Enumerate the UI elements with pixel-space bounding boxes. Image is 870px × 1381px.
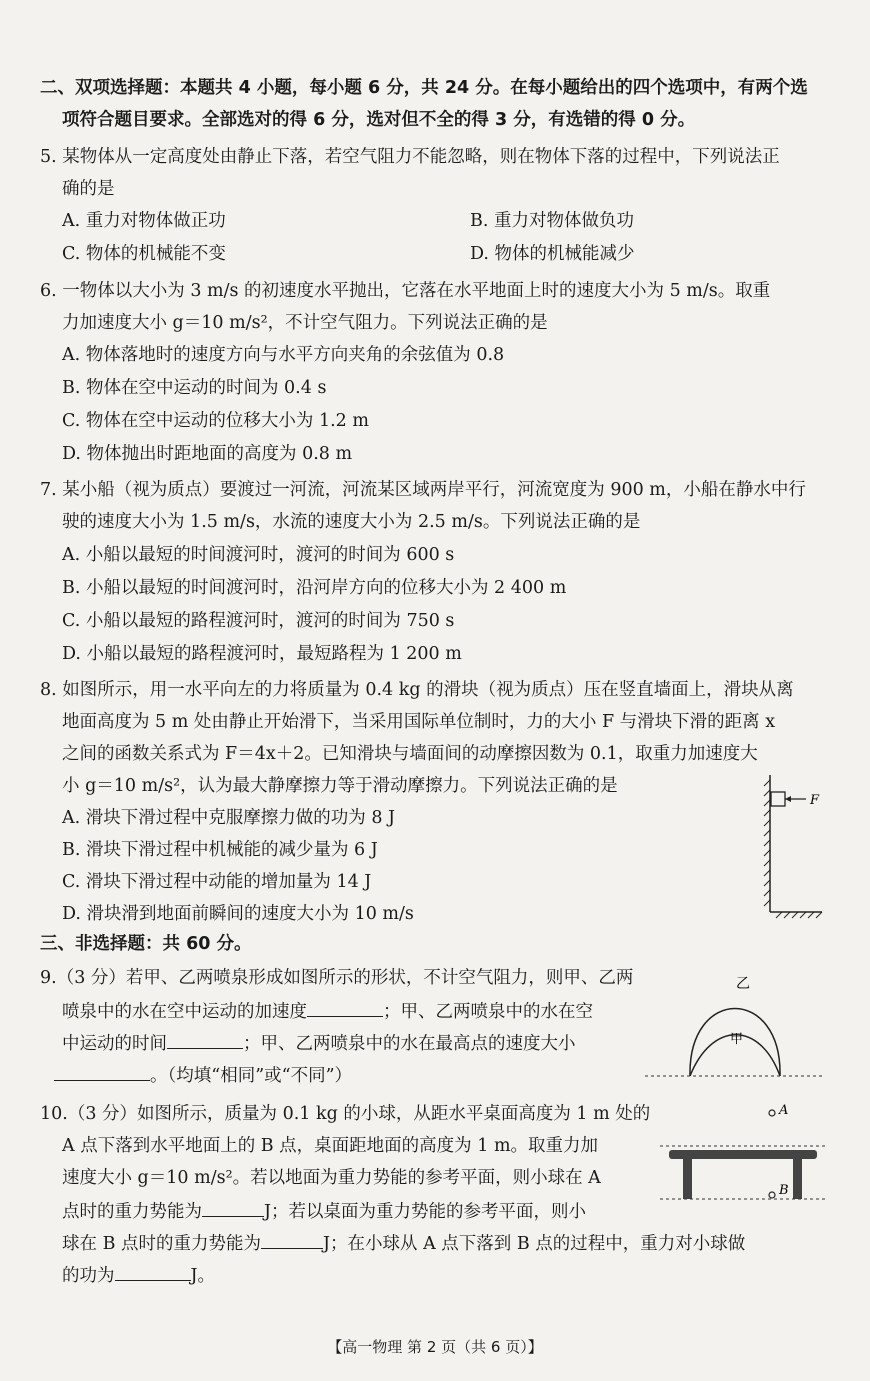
q9-text: 喷泉中的水在空中运动的加速度 xyxy=(62,1002,307,1022)
option-6a: A. 物体落地时的速度方向与水平方向夹角的余弦值为 0.8 xyxy=(62,345,505,365)
question-9-line xyxy=(62,998,593,1024)
question-10-line: A 点下落到水平地面上的 B 点，桌面距地面的高度为 1 m。取重力加 xyxy=(62,1136,599,1156)
option-5d: D. 物体的机械能减少 xyxy=(470,244,635,264)
point-b-label: B xyxy=(779,1183,789,1198)
option-7d: D. 小船以最短的路程渡河时，最短路程为 1 200 m xyxy=(62,644,462,664)
option-5a: A. 重力对物体做正功 xyxy=(62,211,226,231)
option-8c: C. 滑块下滑过程中动能的增加量为 14 J xyxy=(62,872,372,892)
page-footer: 【高一物理 第 2 页（共 6 页）】 xyxy=(327,1338,543,1356)
fountain-jia-label: 甲 xyxy=(730,1032,744,1047)
wall-block-figure xyxy=(760,770,840,920)
fountain-figure xyxy=(640,966,825,1081)
point-a-label: A xyxy=(779,1103,789,1118)
section-heading: 三、非选择题：共 60 分。 xyxy=(40,934,252,954)
answer-blank[interactable] xyxy=(54,1062,150,1081)
answer-blank[interactable] xyxy=(115,1262,191,1281)
question-10-line: 10.（3 分）如图所示，质量为 0.1 kg 的小球，从距水平桌面高度为 1 m 处的 xyxy=(40,1104,651,1124)
ball-b xyxy=(769,1192,775,1198)
option-5b: B. 重力对物体做负功 xyxy=(470,211,634,231)
question-9-line: 9.（3 分）若甲、乙两喷泉形成如图所示的形状，不计空气阻力，则甲、乙两 xyxy=(40,968,634,988)
answer-blank[interactable] xyxy=(167,1030,243,1049)
question-8-stem: 8. 如图所示，用一水平向左的力将质量为 0.4 kg 的滑块（视为质点）压在竖直墙面上，滑块从离 xyxy=(40,680,794,700)
q10-text: 点时的重力势能为 xyxy=(62,1202,202,1222)
section-heading-cont: 项符合题目要求。全部选对的得 6 分，选对但不全的得 3 分，有选错的得 0 分。 xyxy=(62,110,696,130)
question-7-stem: 7. 某小船（视为质点）要渡过一河流，河流某区域两岸平行，河流宽度为 900 m，小船在静水中行 xyxy=(40,480,806,500)
table-ball-figure xyxy=(655,1098,830,1208)
option-5c: C. 物体的机械能不变 xyxy=(62,244,226,264)
ball-a xyxy=(769,1110,775,1116)
option-8b: B. 滑块下滑过程中机械能的减少量为 6 J xyxy=(62,840,378,860)
answer-blank[interactable] xyxy=(261,1230,323,1249)
table-top xyxy=(669,1150,817,1159)
block xyxy=(771,792,785,806)
question-10-line xyxy=(62,1198,586,1224)
question-10-line: 速度大小 g＝10 m/s²。若以地面为重力势能的参考平面，则小球在 A xyxy=(62,1168,601,1188)
answer-blank[interactable] xyxy=(307,998,383,1017)
option-8d: D. 滑块滑到地面前瞬间的速度大小为 10 m/s xyxy=(62,904,414,924)
option-7a: A. 小船以最短的时间渡河时，渡河的时间为 600 s xyxy=(62,545,455,565)
q10-text: 球在 B 点时的重力势能为 xyxy=(62,1234,261,1254)
question-10-line xyxy=(62,1230,745,1256)
q9-text: 。（均填“相同”或“不同”） xyxy=(150,1066,353,1086)
question-6-stem: 6. 一物体以大小为 3 m/s 的初速度水平抛出，它落在水平地面上时的速度大小为 5 m/s。取重 xyxy=(40,281,771,301)
option-7b: B. 小船以最短的时间渡河时，沿河岸方向的位移大小为 2 400 m xyxy=(62,578,567,598)
option-8a: A. 滑块下滑过程中克服摩擦力做的功为 8 J xyxy=(62,808,396,828)
q10-text: J；在小球从 A 点下落到 B 点的过程中，重力对小球做 xyxy=(323,1234,746,1254)
question-8-stem-cont: 之间的函数关系式为 F＝4x＋2。已知滑块与墙面间的动摩擦因数为 0.1，取重力加速度大 xyxy=(62,744,758,764)
question-8-stem-cont: 小 g＝10 m/s²，认为最大静摩擦力等于滑动摩擦力。下列说法正确的是 xyxy=(62,776,618,796)
question-5-stem: 5. 某物体从一定高度处由静止下落，若空气阻力不能忽略，则在物体下落的过程中，下列说法正 xyxy=(40,147,780,167)
fountain-yi-label: 乙 xyxy=(736,976,750,992)
option-6c: C. 物体在空中运动的位移大小为 1.2 m xyxy=(62,411,369,431)
table-leg-left xyxy=(683,1159,692,1199)
option-7c: C. 小船以最短的路程渡河时，渡河的时间为 750 s xyxy=(62,611,455,631)
question-6-stem-cont: 力加速度大小 g＝10 m/s²，不计空气阻力。下列说法正确的是 xyxy=(62,313,548,333)
q10-text: 的功为 xyxy=(62,1266,115,1286)
option-6d: D. 物体抛出时距地面的高度为 0.8 m xyxy=(62,444,353,464)
q9-text: ；甲、乙两喷泉中的水在最高点的速度大小 xyxy=(243,1034,576,1054)
question-9-line xyxy=(54,1062,352,1088)
question-9-line xyxy=(62,1030,576,1056)
option-6b: B. 物体在空中运动的时间为 0.4 s xyxy=(62,378,327,398)
table-leg-right xyxy=(793,1159,802,1199)
section-heading: 二、双项选择题：本题共 4 小题，每小题 6 分，共 24 分。在每小题给出的四个选项中，有两个选 xyxy=(40,78,808,98)
q10-text: J。 xyxy=(190,1266,216,1286)
q9-text: ；甲、乙两喷泉中的水在空 xyxy=(383,1002,593,1022)
question-10-line xyxy=(62,1262,215,1288)
question-7-stem-cont: 驶的速度大小为 1.5 m/s，水流的速度大小为 2.5 m/s。下列说法正确的是 xyxy=(62,512,641,532)
question-5-stem-cont: 确的是 xyxy=(62,179,115,199)
question-8-stem-cont: 地面高度为 5 m 处由静止开始滑下，当采用国际单位制时，力的大小 F 与滑块下滑的距离 x xyxy=(62,712,776,732)
q9-text: 中运动的时间 xyxy=(62,1034,167,1054)
force-label: F xyxy=(810,793,820,808)
answer-blank[interactable] xyxy=(202,1198,264,1217)
q10-text: J；若以桌面为重力势能的参考平面，则小 xyxy=(264,1202,587,1222)
